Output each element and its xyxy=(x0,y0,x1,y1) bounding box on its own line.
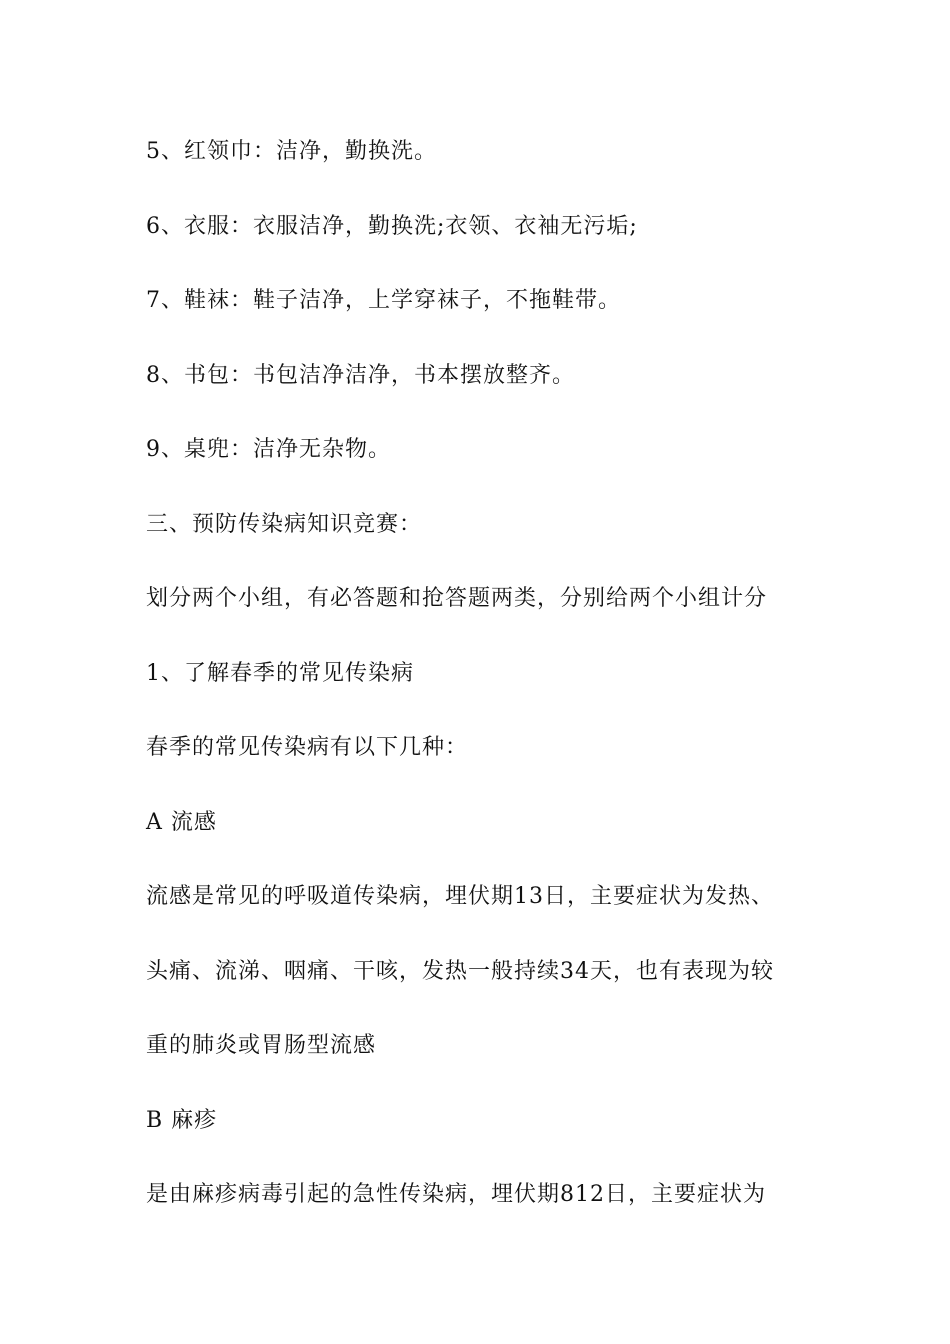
paragraph-line: 头痛、流涕、咽痛、干咳，发热一般持续34天，也有表现为较 xyxy=(146,959,774,984)
section-heading-contest: 三、预防传染病知识竞赛： xyxy=(146,512,423,537)
contest-description: 划分两个小组，有必答题和抢答题两类，分别给两个小组计分 xyxy=(146,586,768,611)
diseases-intro: 春季的常见传染病有以下几种： xyxy=(146,735,469,760)
item-desk: 9、桌兜：洁净无杂物。 xyxy=(146,437,391,462)
paragraph-line: 流感是常见的呼吸道传染病，埋伏期13日，主要症状为发热、 xyxy=(146,884,774,909)
item-shoes-socks: 7、鞋袜：鞋子洁净，上学穿袜子，不拖鞋带。 xyxy=(146,288,621,313)
subheading-spring-diseases: 1、了解春季的常见传染病 xyxy=(146,661,414,686)
paragraph-line: 是由麻疹病毒引起的急性传染病，埋伏期812日，主要症状为 xyxy=(146,1182,766,1207)
disease-a-heading: A 流感 xyxy=(146,810,217,835)
item-schoolbag: 8、书包：书包洁净洁净，书本摆放整齐。 xyxy=(146,363,575,388)
item-clothes: 6、衣服：衣服洁净，勤换洗;衣领、衣袖无污垢; xyxy=(146,214,638,239)
paragraph-line: 重的肺炎或胃肠型流感 xyxy=(146,1033,377,1058)
item-red-scarf: 5、红领巾：洁净，勤换洗。 xyxy=(146,139,437,164)
disease-b-heading: B 麻疹 xyxy=(146,1108,218,1133)
